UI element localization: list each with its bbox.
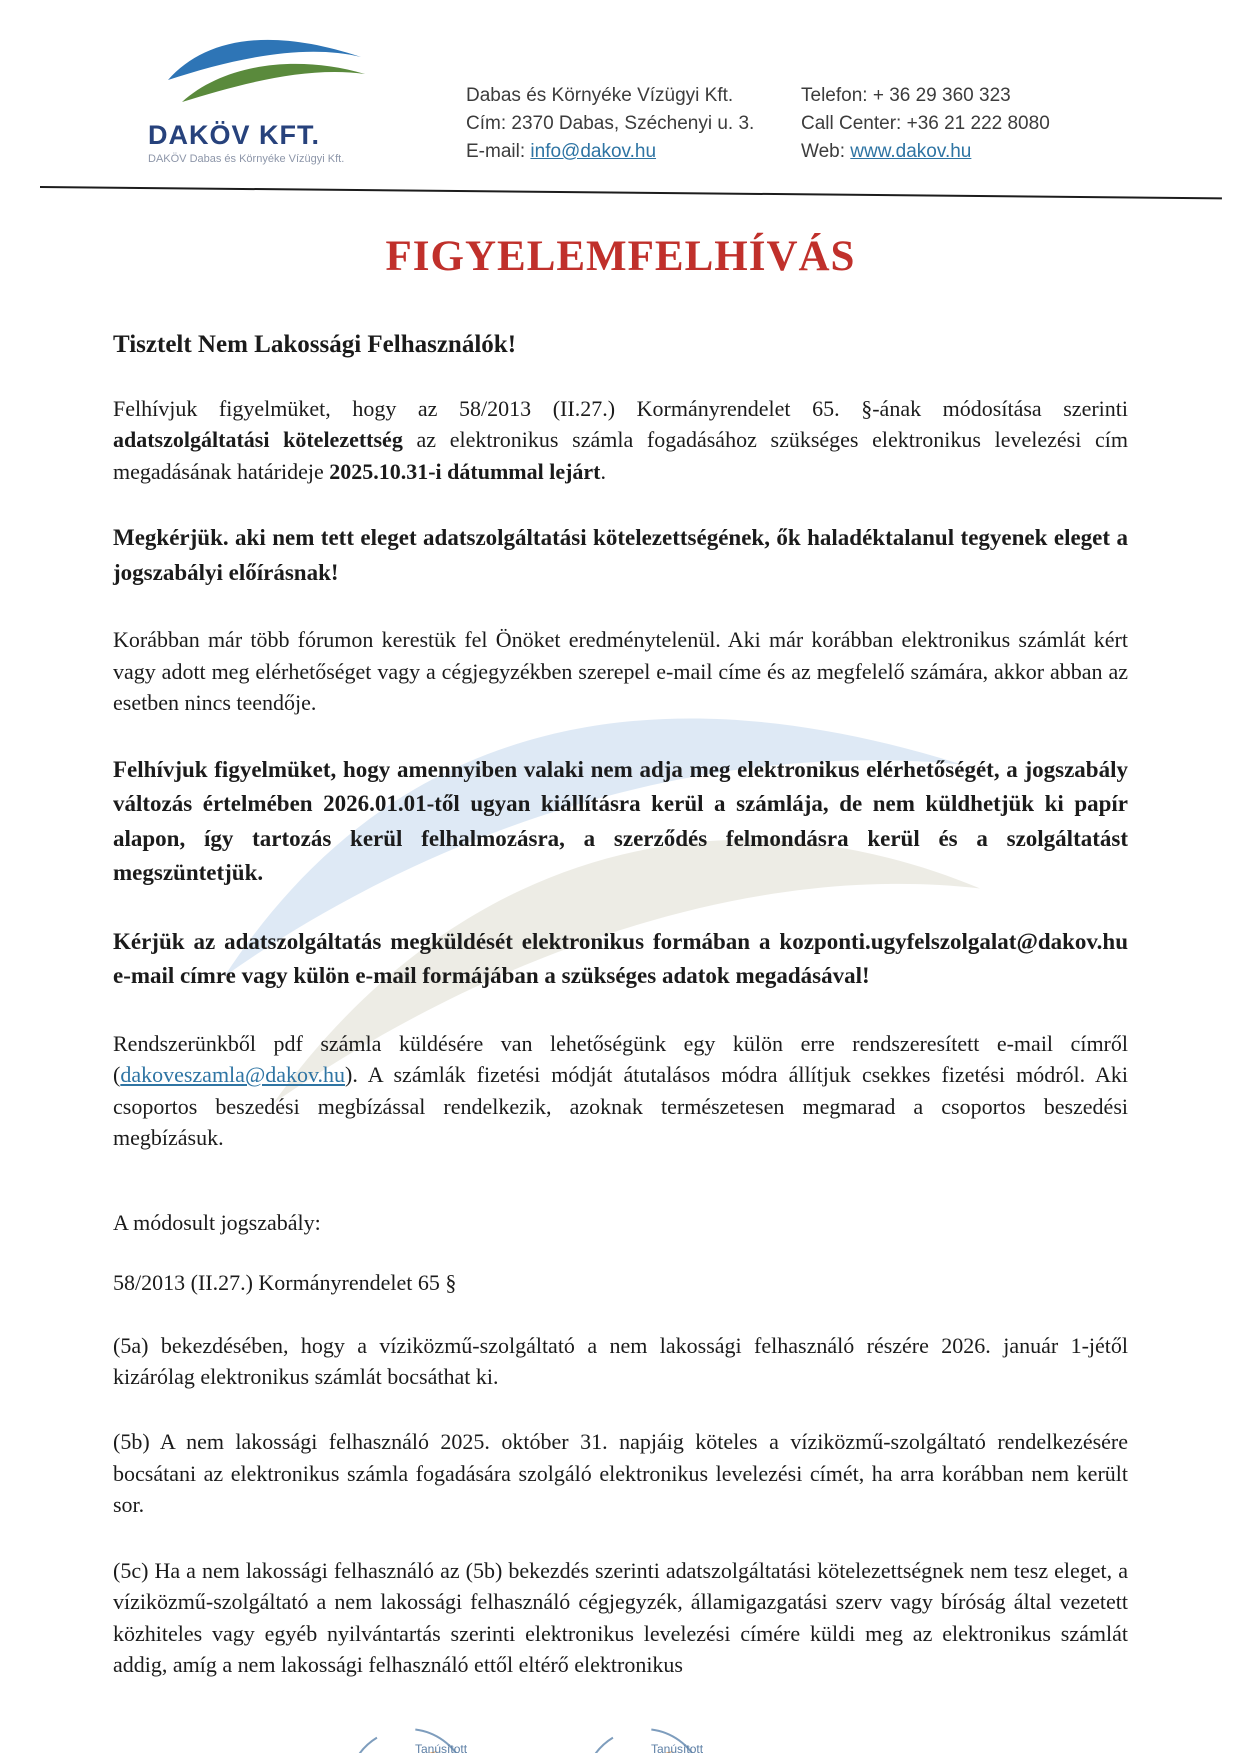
- logo-waves-icon: [148, 26, 448, 118]
- text-segment-bold: 2025.10.31-i dátummal lejárt: [329, 458, 601, 484]
- page-title: FIGYELEMFELHÍVÁS: [385, 233, 856, 280]
- certop-iso9001-badge: [576, 1711, 776, 1753]
- text-segment: Rendszerünkből pdf számla küldésére van lehetőségünk egy külön erre rendszeresített e-mail címről (: [113, 1030, 1128, 1088]
- paragraph-deadline: [113, 393, 1128, 487]
- central-email-address: kozponti.ugyfelszolgalat@dakov.hu: [779, 928, 1128, 954]
- law-intro: A módosult jogszabály:: [113, 1209, 321, 1235]
- email-line: [466, 138, 796, 166]
- document-body: [113, 232, 1128, 1681]
- paragraph-history: Korábban már több fórumon kerestük fel Önöket eredménytelenül. Aki már korábban elektronikus számlát kért vagy adott meg elérhetőséget vagy a cégjegyzékben szerepel e-mail címe és az megfelelő számára, akkor abban az esetben nincs teendője.: [113, 627, 1128, 716]
- cert-line1: Tanúsított: [651, 1741, 704, 1753]
- header-divider: [40, 186, 1222, 199]
- paragraph-email-request: [113, 925, 1128, 994]
- cert-line1: Tanúsított: [415, 1741, 468, 1753]
- company-logo: [148, 26, 448, 165]
- paragraph-pdf-info: [113, 1028, 1128, 1154]
- logo-tagline: DAKÖV Dabas és Környéke Vízügyi Kft.: [148, 153, 345, 165]
- phone-line: Telefon: + 36 29 360 323: [801, 85, 1011, 106]
- cert-text: [651, 1741, 703, 1753]
- company-name-line: Dabas és Környéke Vízügyi Kft.: [466, 85, 734, 106]
- paragraph-warning: Felhívjuk figyelmüket, hogy amennyiben valaki nem adja meg elektronikus elérhetőségét, a jogszabály változás értelmében 2026.01.01-től ugyan kiállításra kerül a számlája, de nem küldhetjük ki papír alapon, így tartozás kerül felhalmozásra, a szerződés felmondásra kerül és a szolgáltatást megszüntetjük.: [113, 756, 1128, 886]
- text-segment-bold: adatszolgáltatási kötelezettség: [113, 427, 403, 453]
- certop-iso50001-badge: [340, 1711, 540, 1753]
- contact-block-phone: [801, 82, 1050, 166]
- text-segment: e-mail címre vagy külön e-mail formájában a szükséges adatok megadásával!: [113, 963, 870, 989]
- salutation: Tisztelt Nem Lakossági Felhasználók!: [113, 331, 517, 358]
- law-paragraph-5b: (5b) A nem lakossági felhasználó 2025. október 31. napjáig köteles a víziközmű-szolgáltató rendelkezésére bocsátani az elektronikus számla fogadására szolgáló elektronikus levelezési címét, ha arra korábban nem került sor.: [113, 1429, 1128, 1518]
- web-label: Web:: [801, 141, 851, 162]
- email-label: E-mail:: [466, 141, 531, 162]
- text-segment: Kérjük az adatszolgáltatás megküldését elektronikus formában a: [113, 928, 780, 954]
- letterhead: [0, 0, 1240, 166]
- callcenter-line: Call Center: +36 21 222 8080: [801, 113, 1050, 134]
- paragraph-request: Megkérjük. aki nem tett eleget adatszolgáltatási kötelezettségének, ők haladéktalanul tegyenek eleget a jogszabályi előírásnak!: [113, 525, 1128, 585]
- web-line: [801, 138, 1050, 166]
- logo-company-name: DAKÖV KFT.: [148, 120, 320, 150]
- website-link[interactable]: www.dakov.hu: [850, 141, 972, 162]
- email-link[interactable]: info@dakov.hu: [530, 141, 657, 162]
- cert-text: [415, 1741, 467, 1753]
- certification-badges: [0, 1711, 1178, 1753]
- law-paragraph-5a: (5a) bekezdésében, hogy a víziközmű-szolgáltató a nem lakossági felhasználó részére 2026. január 1-jétől kizárólag elektronikus számlát bocsáthat ki.: [113, 1332, 1128, 1389]
- law-reference: 58/2013 (II.27.) Kormányrendelet 65 §: [113, 1269, 457, 1295]
- address-line: Cím: 2370 Dabas, Széchenyi u. 3.: [466, 113, 755, 134]
- contact-block-address: [466, 82, 796, 166]
- text-segment: .: [600, 458, 607, 484]
- text-segment: az elektronikus számla fogadásához szükséges elektronikus levelezési cím megadásának határideje: [113, 427, 1128, 484]
- law-paragraph-5c: (5c) Ha a nem lakossági felhasználó az (5b) bekezdés szerinti adatszolgáltatási kötelezettségnek nem tesz eleget, a víziközmű-szolgáltató a nem lakossági felhasználó cégjegyzék, államigazgatási szerv vagy bíróság által vezetett közhiteles vagy egyéb nyilvántartás szerinti elektronikus levelezési címére küldi meg az elektronikus számlát addig, amíg a nem lakossági felhasználó ettől eltérő elektronikus: [113, 1557, 1128, 1678]
- text-segment: Felhívjuk figyelmüket, hogy az 58/2013 (II.27.) Kormányrendelet 65. §-ának módosítása szerinti: [113, 396, 1128, 421]
- invoice-email-link[interactable]: dakoveszamla@dakov.hu: [120, 1062, 346, 1088]
- text-segment: ). A számlák fizetési módját átutalásos módra állítjuk csekkes fizetési módról. Aki csoportos beszedési megbízással rendelkezik, azoknak természetesen megmarad a csoportos beszedési megbízásuk.: [113, 1062, 1128, 1151]
